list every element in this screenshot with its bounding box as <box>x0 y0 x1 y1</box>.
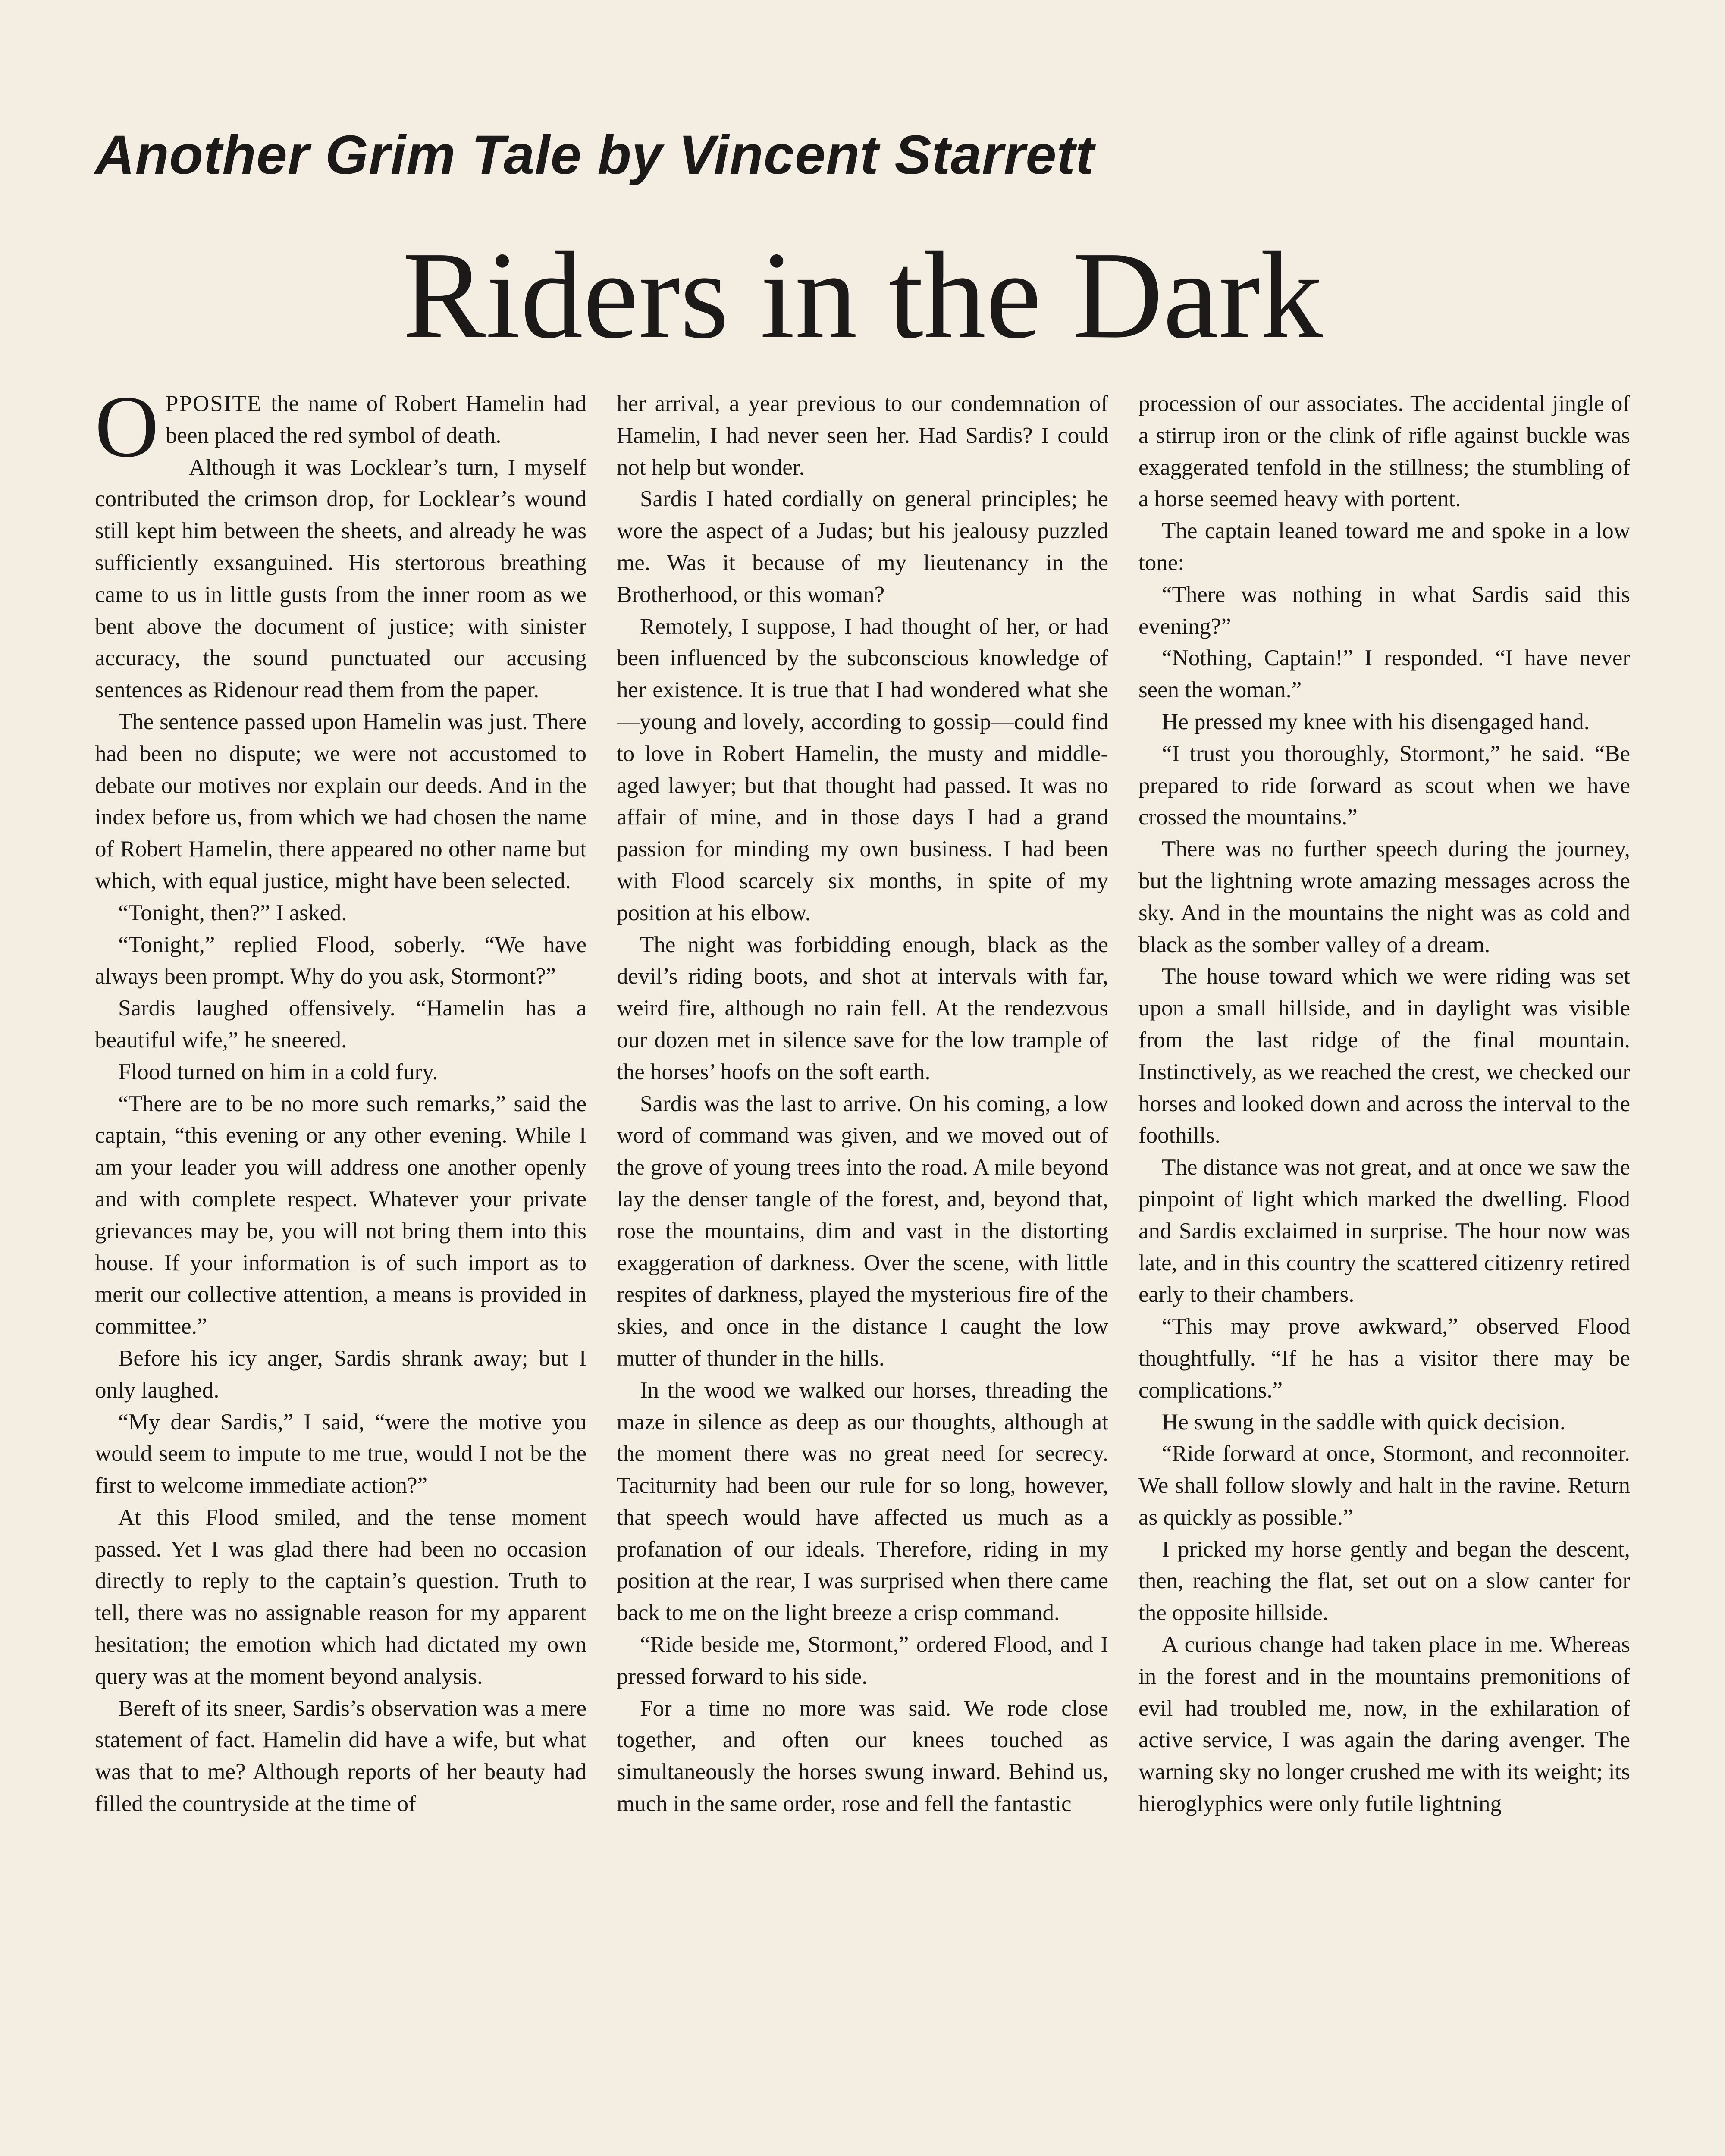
paragraph-text: Remotely, I suppose, I had thought of her, or had been influenced by the subconscious knowledge of her existence. It is true that I had wondered what she—young and lovely, according to gossip—could find to love in Robert Hamelin, the musty and middle-aged lawyer; but that thought had passed. It was no affair of mine, and in those days I had a grand passion for minding my own business. I had been with Flood scarcely six months, in spite of my position at his elbow. <box>617 614 1108 925</box>
paragraph-text: The sentence passed upon Hamelin was just. There had been no dispute; we were not accustomed to debate our motives nor explain our deeds. And in the index before us, from which we had chosen the name of Robert Hamelin, there appeared no other name but which, with equal justice, might have been selected. <box>95 709 586 893</box>
paragraph-text: “Ride beside me, Stormont,” ordered Flood, and I pressed forward to his side. <box>617 1632 1108 1689</box>
text-column-1 <box>95 388 586 2156</box>
paragraph <box>1138 1311 1630 1406</box>
paragraph-text: “I trust you thoroughly, Stormont,” he said. “Be prepared to ride forward as scout when we have crossed the mountains.” <box>1138 741 1630 830</box>
paragraph-text: In the wood we walked our horses, threading the maze in silence as deep as our thoughts, although at the moment there was no great need for secrecy. Taciturnity had been our rule for so long, however, that speech would have affected us much as a profanation of our ideals. Therefore, riding in my position at the rear, I was surprised when there came back to me on the light breeze a crisp command. <box>617 1377 1108 1626</box>
paragraph <box>1138 834 1630 961</box>
paragraph <box>1138 706 1630 738</box>
paragraph-text: “Nothing, Captain!” I responded. “I have never seen the woman.” <box>1138 646 1630 703</box>
paragraph <box>617 929 1108 1088</box>
paragraph-text: Flood turned on him in a cold fury. <box>118 1059 438 1084</box>
paragraph-text: “My dear Sardis,” I said, “were the motive you would seem to impute to me true, would I not be the first to welcome immediate action?” <box>95 1409 586 1498</box>
paragraph-text: The captain leaned toward me and spoke in a low tone: <box>1138 518 1630 575</box>
paragraph-text: He swung in the saddle with quick decision. <box>1162 1409 1566 1435</box>
paragraph-text: At this Flood smiled, and the tense moment passed. Yet I was glad there had been no occasion directly to reply to the captain’s question. Truth to tell, there was no assignable reason for my apparent hesitation; the emotion which had dictated my own query was at the moment beyond analysis. <box>95 1504 586 1689</box>
paragraph <box>1138 579 1630 643</box>
paragraph-text: The distance was not great, and at once we saw the pinpoint of light which marked the dwelling. Flood and Sardis exclaimed in surprise. The hour now was late, and in this country the scattered citizenry retired early to their chambers. <box>1138 1155 1630 1307</box>
paragraph-text: Although it was Locklear’s turn, I myself contributed the crimson drop, for Locklear’s wound still kept him between the sheets, and already he was sufficiently exsanguined. His stertorous breathing came to us in little gusts from the inner room as we bent above the document of justice; with sinister accuracy, the sound punctuated our accusing sentences as Ridenour read them from the paper. <box>95 454 586 703</box>
paragraph-text: For a time no more was said. We rode close together, and often our knees touched as simultaneously the horses swung inward. Behind us, much in the same order, rose and fell the fantastic <box>617 1695 1108 1817</box>
paragraph-text: “This may prove awkward,” observed Flood thoughtfully. “If he has a visitor there may be complications.” <box>1138 1314 1630 1403</box>
paragraph-text: procession of our associates. The accidental jingle of a stirrup iron or the clink of rifle against buckle was exaggerated tenfold in the stillness; the stumbling of a horse seemed heavy with portent. <box>1138 391 1630 512</box>
text-column-2 <box>617 388 1108 2156</box>
paragraph <box>1138 388 1630 515</box>
paragraph <box>1138 1438 1630 1533</box>
paragraph <box>617 388 1108 483</box>
paragraph-text: He pressed my knee with his disengaged hand. <box>1162 709 1590 734</box>
paragraph <box>95 1088 586 1343</box>
story-title: Riders in the Dark <box>402 226 1323 364</box>
paragraph-text: “There was nothing in what Sardis said this evening?” <box>1138 582 1630 639</box>
paragraph <box>617 1375 1108 1629</box>
paragraph <box>95 1407 586 1502</box>
paragraph-text: Sardis was the last to arrive. On his coming, a low word of command was given, and we moved out of the grove of young trees into the road. A mile beyond lay the denser tangle of the forest, and, beyond that, rose the mountains, dim and vast in the distorting exaggeration of darkness. Over the scene, with little respites of darkness, played the mysterious fire of the skies, and once in the distance I caught the low mutter of thunder in the hills. <box>617 1091 1108 1371</box>
paragraph-text: The house toward which we were riding was set upon a small hillside, and in daylight was visible from the last ridge of the final mountain. Instinctively, as we reached the crest, we checked our horses and looked down and across the interval to the foothills. <box>1138 964 1630 1148</box>
paragraph <box>95 1502 586 1693</box>
paragraph-text: Bereft of its sneer, Sardis’s observation was a mere statement of fact. Hamelin did have a wife, but what was that to me? Although reports of her beauty had filled the countryside at the time of <box>95 1695 586 1817</box>
paragraph-text: “Tonight,” replied Flood, soberly. “We have always been prompt. Why do you ask, Stormont?” <box>95 932 586 989</box>
paragraph <box>617 1629 1108 1693</box>
paragraph <box>95 388 586 476</box>
paragraph <box>617 1088 1108 1375</box>
paragraph-text: Before his icy anger, Sardis shrank away; but I only laughed. <box>95 1345 586 1403</box>
paragraph-text: the name of Robert Hamelin had been placed the red symbol of death. <box>166 391 586 448</box>
opening-word: PPOSITE <box>166 391 262 416</box>
paragraph <box>1138 961 1630 1152</box>
paragraph-text: There was no further speech during the journey, but the lightning wrote amazing messages across the sky. And in the mountains the night was as cold and black as the somber valley of a dream. <box>1138 837 1630 957</box>
paragraph <box>617 1693 1108 1820</box>
paragraph <box>1138 738 1630 834</box>
paragraph <box>95 1343 586 1407</box>
story-kicker: Another Grim Tale by Vincent Starrett <box>95 124 1095 186</box>
paragraph <box>95 452 586 706</box>
paragraph <box>1138 515 1630 579</box>
paragraph <box>95 1056 586 1088</box>
paragraph-text: “Ride forward at once, Stormont, and reconnoiter. We shall follow slowly and halt in the ravine. Return as quickly as possible.” <box>1138 1441 1630 1530</box>
paragraph <box>95 993 586 1056</box>
paragraph <box>1138 1407 1630 1438</box>
paragraph-text: Sardis laughed offensively. “Hamelin has a beautiful wife,” he sneered. <box>95 996 586 1053</box>
drop-cap: O <box>95 388 159 476</box>
text-column-3 <box>1138 388 1630 2156</box>
paragraph <box>617 483 1108 611</box>
paragraph <box>1138 1629 1630 1820</box>
paragraph-text: I pricked my horse gently and began the descent, then, reaching the flat, set out on a slow canter for the opposite hillside. <box>1138 1536 1630 1626</box>
paragraph <box>617 611 1108 929</box>
paragraph <box>1138 1152 1630 1311</box>
paragraph-text: A curious change had taken place in me. Whereas in the forest and in the mountains premonitions of evil had troubled me, now, in the exhilaration of active service, I was again the daring avenger. The warning sky no longer crushed me with its weight; its hieroglyphics were only futile lightning <box>1138 1632 1630 1817</box>
paragraph <box>95 1693 586 1820</box>
paragraph-text: The night was forbidding enough, black as the devil’s riding boots, and shot at intervals with far, weird fire, although no rain fell. At the rendezvous our dozen met in silence save for the low trample of the horses’ hoofs on the soft earth. <box>617 932 1108 1084</box>
article-columns <box>95 388 1630 2156</box>
paragraph <box>1138 642 1630 706</box>
paragraph-text: “There are to be no more such remarks,” said the captain, “this evening or any other evening. While I am your leader you will address one another openly and with complete respect. Whatever your private grievances may be, you will not bring them into this house. If your information is of such import as to merit our collective attention, a means is provided in committee.” <box>95 1091 586 1339</box>
paragraph-text: Sardis I hated cordially on general principles; he wore the aspect of a Judas; but his jealousy puzzled me. Was it because of my lieutenancy in the Brotherhood, or this woman? <box>617 486 1108 607</box>
paragraph <box>95 929 586 993</box>
paragraph <box>95 706 586 897</box>
paragraph <box>1138 1534 1630 1629</box>
paragraph-text: “Tonight, then?” I asked. <box>118 900 347 925</box>
paragraph-text: her arrival, a year previous to our condemnation of Hamelin, I had never seen her. Had Sardis? I could not help but wonder. <box>617 391 1108 480</box>
paragraph <box>95 897 586 929</box>
